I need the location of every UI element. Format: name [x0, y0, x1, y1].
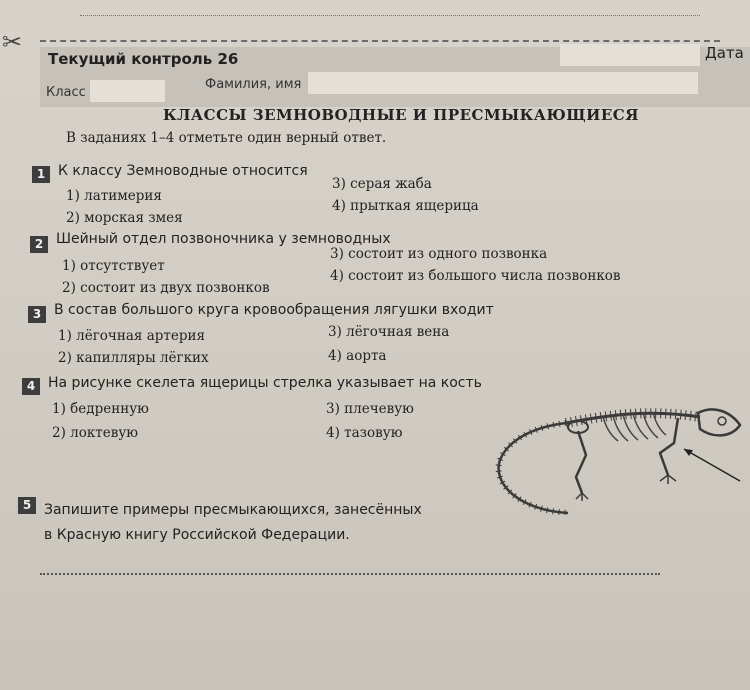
- q2-option-2[interactable]: 2) состоит из двух позвонков: [62, 280, 270, 296]
- question-number-3: 3: [28, 306, 46, 323]
- q3-option-2[interactable]: 2) капилляры лёгких: [58, 350, 209, 366]
- skeleton-eye-socket: [718, 417, 726, 425]
- q2-option-4[interactable]: 4) состоит из большого числа позвонков: [330, 268, 621, 284]
- question-text-2: Шейный отдел позвоночника у земноводных: [56, 231, 391, 247]
- q3-option-1[interactable]: 1) лёгочная артерия: [58, 328, 205, 344]
- skeleton-tail-vertebrae: [499, 423, 568, 513]
- question-number-1: 1: [32, 166, 50, 183]
- name-label: Фамилия, имя: [205, 77, 302, 92]
- date-field[interactable]: [560, 44, 700, 66]
- q1-option-3[interactable]: 3) серая жаба: [332, 176, 432, 192]
- instruction: В заданиях 1–4 отметьте один верный ответ.: [66, 130, 387, 146]
- question-text-5-line-1: Запишите примеры пресмыкающихся, занесённых: [44, 502, 422, 518]
- question-number-2: 2: [30, 236, 48, 253]
- q1-option-1[interactable]: 1) латимерия: [66, 188, 162, 204]
- pointer-arrowhead: [684, 449, 693, 456]
- name-field[interactable]: [308, 72, 698, 94]
- control-title: Текущий контроль 26: [48, 50, 239, 68]
- q4-option-2[interactable]: 2) локтевую: [52, 425, 139, 441]
- q2-option-3[interactable]: 3) состоит из одного позвонка: [330, 246, 548, 262]
- question-text-1: К классу Земноводные относится: [58, 163, 308, 179]
- class-field[interactable]: [90, 80, 165, 102]
- question-number-4: 4: [22, 378, 40, 395]
- skeleton-hind-foot: [576, 493, 588, 501]
- top-dotted-rule: [80, 15, 700, 16]
- q4-option-3[interactable]: 3) плечевую: [326, 401, 414, 417]
- question-text-3: В состав большого круга кровообращения лягушки входит: [54, 302, 494, 318]
- q4-option-1[interactable]: 1) бедренную: [52, 401, 149, 417]
- cut-dashed-rule: [40, 40, 720, 42]
- q4-option-4[interactable]: 4) тазовую: [326, 425, 403, 441]
- pointer-arrow: [684, 449, 740, 481]
- question-number-5: 5: [18, 497, 36, 514]
- section-title: КЛАССЫ ЗЕМНОВОДНЫЕ И ПРЕСМЫКАЮЩИЕСЯ: [163, 106, 639, 124]
- skeleton-tail: [499, 423, 568, 513]
- skeleton-fore-foot: [660, 475, 676, 484]
- skeleton-fore-leg: [660, 418, 678, 475]
- question-text-5-line-2: в Красную книгу Российской Федерации.: [44, 527, 350, 543]
- lizard-skeleton-illustration: [478, 385, 746, 515]
- q1-option-2[interactable]: 2) морская змея: [66, 210, 183, 226]
- answer-line[interactable]: [40, 573, 660, 575]
- question-text-4: На рисунке скелета ящерицы стрелка указывает на кость: [48, 375, 482, 391]
- scissors-icon: ✂: [2, 28, 23, 56]
- q2-option-1[interactable]: 1) отсутствует: [62, 258, 165, 274]
- q3-option-3[interactable]: 3) лёгочная вена: [328, 324, 450, 340]
- date-label: Дата: [705, 44, 744, 62]
- class-label: Класс: [46, 85, 86, 100]
- skeleton-hind-leg: [576, 431, 586, 493]
- q1-option-4[interactable]: 4) прыткая ящерица: [332, 198, 479, 214]
- q3-option-4[interactable]: 4) аорта: [328, 348, 387, 364]
